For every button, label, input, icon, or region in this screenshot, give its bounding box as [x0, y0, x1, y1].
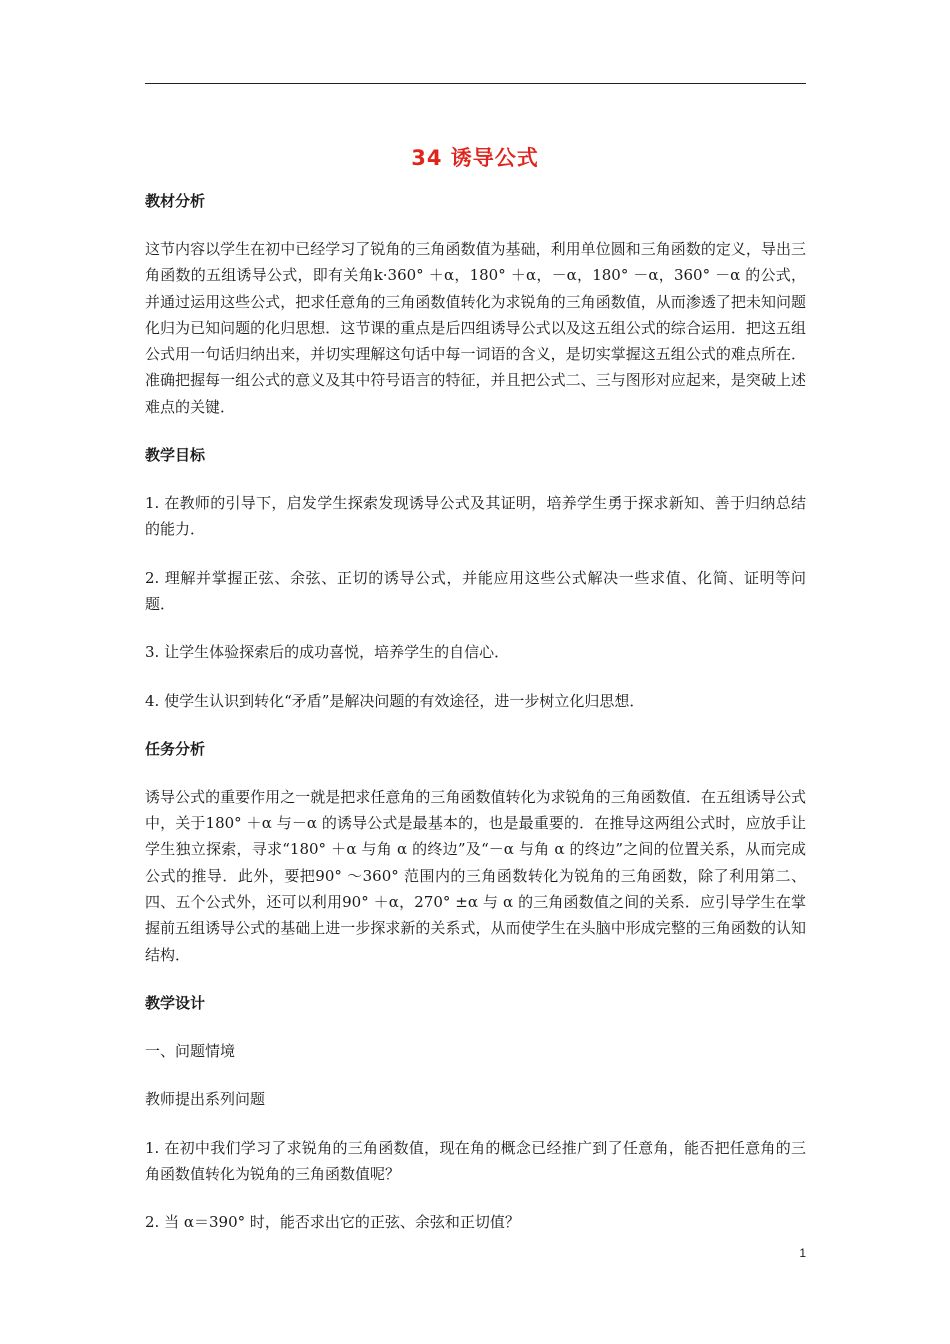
goal-item-4: 4. 使学生认识到转化“矛盾”是解决问题的有效途径，进一步树立化归思想．: [145, 691, 645, 710]
design-subheading: 一、问题情境: [145, 1041, 236, 1060]
question-item-1: 1. 在初中我们学习了求锐角的三角函数值，现在角的概念已经推广到了任意角，能否把任意角的三角函数值转化为锐角的三角函数值呢？: [145, 1138, 806, 1183]
task-analysis-paragraph: 诱导公式的重要作用之一就是把求任意角的三角函数值转化为求锐角的三角函数值．在五组诱导公式中，关于180° ＋α 与－α 的诱导公式是最基本的，也是最重要的．在推导这两组公式时，应放手让学生独立探索，寻求“180° ＋α 与角 α 的终边”及“－α 与角 α 的终边”之间的位置关系，从而完成公式的推导．此外，要把90° ～360° 范围内的三角函数转化为锐角的三角函数，除了利用第二、四、五个公式外，还可以利用90° ＋α，270° ±α 与 α 的三角函数值之间的关系．应引导学生在掌握前五组诱导公式的基础上进一步探求新的关系式，从而使学生在头脑中形成完整的三角函数的认知结构．: [145, 787, 806, 964]
header-rule: [145, 83, 806, 84]
goal-item-3: 3. 让学生体验探索后的成功喜悦，培养学生的自信心．: [145, 643, 510, 662]
goal-item-1: 1. 在教师的引导下，启发学生探索发现诱导公式及其证明，培养学生勇于探求新知、善于归纳总结的能力．: [145, 494, 806, 539]
goal-item-2: 2. 理解并掌握正弦、余弦、正切的诱导公式，并能应用这些公式解决一些求值、化简、证明等问题．: [145, 568, 806, 613]
material-analysis-paragraph: 这节内容以学生在初中已经学习了锐角的三角函数值为基础，利用单位圆和三角函数的定义，导出三角函数的五组诱导公式，即有关角k·360° ＋α，180° ＋α，－α，180° －α，360° －α 的公式，并通过运用这些公式，把求任意角的三角函数值转化为求锐角的三角函数值，从而渗透了把未知问题化归为已知问题的化归思想．这节课的重点是后四组诱导公式以及这五组公式的综合运用．把这五组公式用一句话归纳出来，并切实理解这句话中每一词语的含义，是切实掌握这五组公式的难点所在．准确把握每一组公式的意义及其中符号语言的特征，并且把公式二、三与图形对应起来，是突破上述难点的关键．: [145, 240, 806, 416]
document-title: 34 诱导公式: [411, 146, 539, 170]
heading-material-analysis: 教材分析: [145, 192, 206, 210]
heading-teaching-goals: 教学目标: [145, 446, 206, 465]
page-number: 1: [799, 1246, 806, 1260]
design-intro: 教师提出系列问题: [145, 1090, 266, 1109]
question-item-2: 2. 当 α＝390° 时，能否求出它的正弦、余弦和正切值？: [145, 1213, 520, 1232]
heading-task-analysis: 任务分析: [145, 739, 206, 758]
heading-teaching-design: 教学设计: [145, 993, 206, 1012]
document-body: [145, 188, 806, 1257]
